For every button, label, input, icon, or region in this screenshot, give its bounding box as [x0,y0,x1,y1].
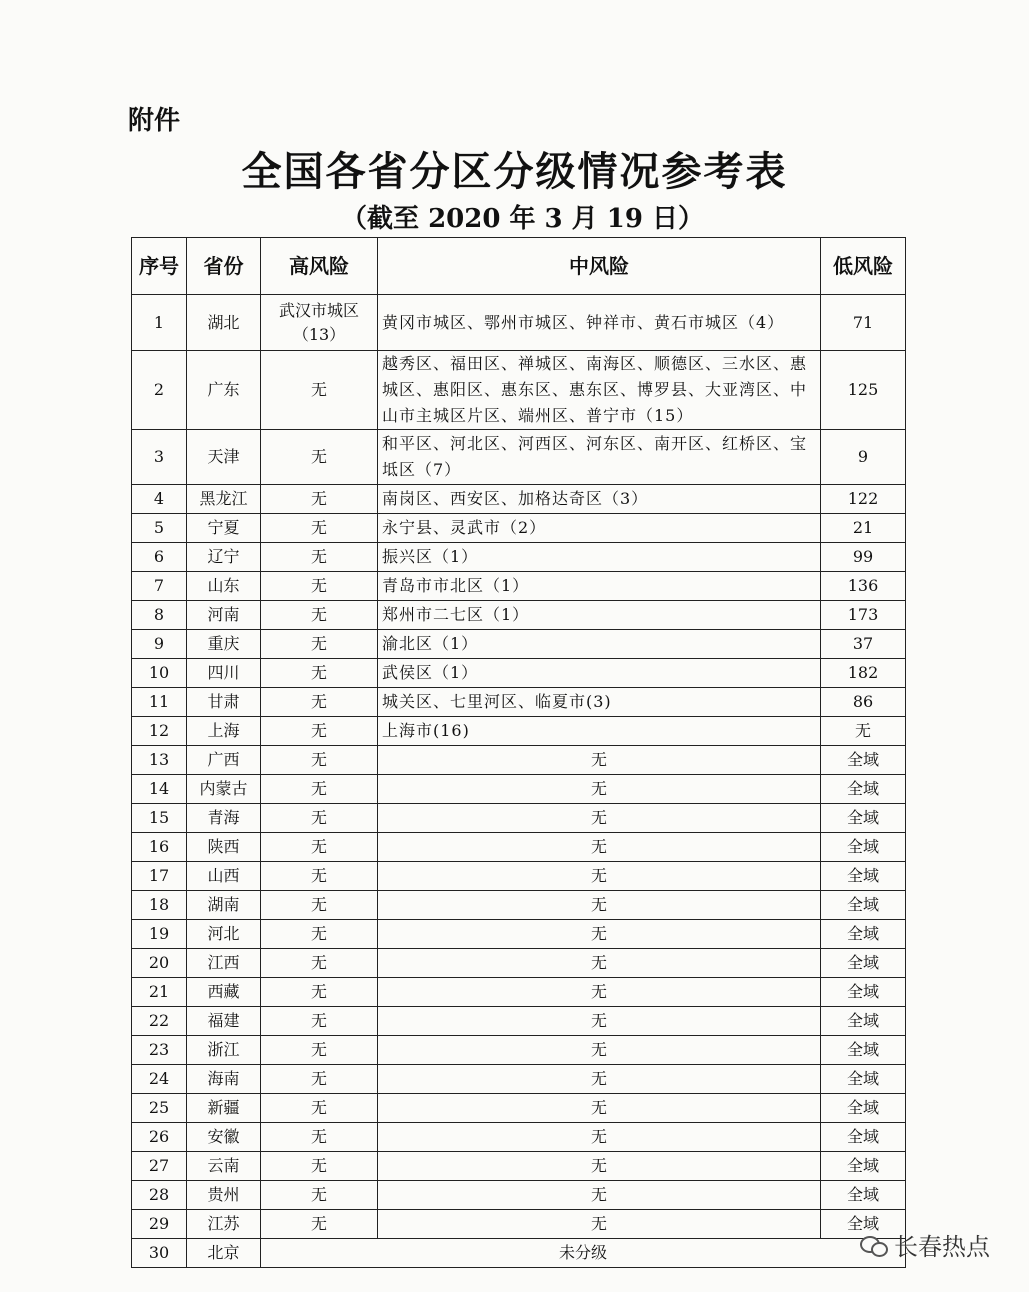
cell-high-risk: 无 [261,659,378,688]
cell-mid-risk: 渝北区（1） [378,630,821,659]
cell-mid-risk: 无 [378,949,821,978]
cell-low-risk: 86 [821,688,906,717]
table-row [132,717,906,746]
cell-mid-risk: 南岗区、西安区、加格达奇区（3） [378,485,821,514]
table-row [132,949,906,978]
cell-province: 四川 [187,659,261,688]
cell-mid-risk: 无 [378,1036,821,1065]
cell-province: 云南 [187,1152,261,1181]
cell-province: 江西 [187,949,261,978]
header-low-risk: 低风险 [821,238,906,295]
watermark [860,1227,990,1262]
wechat-icon [860,1234,888,1256]
cell-low-risk: 全域 [821,775,906,804]
cell-high-risk: 无 [261,717,378,746]
cell-low-risk: 全域 [821,1094,906,1123]
cell-no: 30 [132,1239,187,1268]
cell-province: 西藏 [187,978,261,1007]
cell-low-risk: 全域 [821,920,906,949]
cell-low-risk: 125 [821,351,906,430]
cell-high-risk: 无 [261,1210,378,1239]
table-header-row [132,238,906,295]
cell-high-risk: 无 [261,1123,378,1152]
table-row [132,514,906,543]
cell-mid-risk: 青岛市市北区（1） [378,572,821,601]
cell-province: 上海 [187,717,261,746]
cell-high-risk: 无 [261,543,378,572]
cell-province: 湖南 [187,891,261,920]
cell-no: 28 [132,1181,187,1210]
cell-mid-risk: 城关区、七里河区、临夏市(3) [378,688,821,717]
cell-low-risk: 全域 [821,949,906,978]
cell-mid-risk: 无 [378,1210,821,1239]
cell-no: 18 [132,891,187,920]
cell-province: 北京 [187,1239,261,1268]
cell-mid-risk: 振兴区（1） [378,543,821,572]
cell-low-risk: 全域 [821,1036,906,1065]
cell-mid-risk: 无 [378,891,821,920]
cell-province: 贵州 [187,1181,261,1210]
cell-province: 陕西 [187,833,261,862]
cell-no: 5 [132,514,187,543]
cell-high-risk: 无 [261,514,378,543]
table-row [132,1210,906,1239]
watermark-text: 长春热点 [894,1233,990,1261]
cell-high-risk: 无 [261,949,378,978]
table-row [132,978,906,1007]
table-row [132,1094,906,1123]
table-row [132,601,906,630]
cell-high-risk: 无 [261,1007,378,1036]
cell-mid-risk: 无 [378,1094,821,1123]
cell-province: 甘肃 [187,688,261,717]
cell-low-risk: 全域 [821,804,906,833]
cell-low-risk: 全域 [821,746,906,775]
cell-high-risk: 武汉市城区（13） [261,295,378,351]
table-row [132,1239,906,1268]
cell-high-risk: 无 [261,351,378,430]
cell-low-risk: 173 [821,601,906,630]
cell-high-risk: 无 [261,804,378,833]
cell-low-risk: 全域 [821,1181,906,1210]
cell-high-risk: 无 [261,1094,378,1123]
cell-low-risk: 全域 [821,862,906,891]
table-row [132,746,906,775]
cell-low-risk: 71 [821,295,906,351]
cell-low-risk: 9 [821,430,906,485]
page-subtitle: （截至 2020 年 3 月 19 日） [341,204,704,234]
table-row [132,1007,906,1036]
cell-low-risk: 21 [821,514,906,543]
cell-high-risk: 无 [261,688,378,717]
header-province: 省份 [187,238,261,295]
table-row [132,295,906,351]
cell-no: 20 [132,949,187,978]
cell-province: 新疆 [187,1094,261,1123]
table-row [132,775,906,804]
cell-mid-risk: 永宁县、灵武市（2） [378,514,821,543]
page-title: 全国各省分区分级情况参考表 [241,148,788,195]
table-row [132,659,906,688]
cell-province: 河北 [187,920,261,949]
cell-province: 山东 [187,572,261,601]
cell-province: 浙江 [187,1036,261,1065]
cell-low-risk: 122 [821,485,906,514]
cell-province: 江苏 [187,1210,261,1239]
cell-high-risk: 无 [261,775,378,804]
table-row [132,1152,906,1181]
cell-province: 青海 [187,804,261,833]
cell-province: 湖北 [187,295,261,351]
cell-no: 23 [132,1036,187,1065]
cell-no: 14 [132,775,187,804]
table-row [132,543,906,572]
cell-no: 17 [132,862,187,891]
table-row [132,630,906,659]
cell-mid-risk: 郑州市二七区（1） [378,601,821,630]
cell-low-risk: 全域 [821,978,906,1007]
cell-province: 广东 [187,351,261,430]
cell-province: 天津 [187,430,261,485]
cell-province: 河南 [187,601,261,630]
header-mid-risk: 中风险 [378,238,821,295]
cell-high-risk: 无 [261,572,378,601]
cell-no: 8 [132,601,187,630]
cell-province: 福建 [187,1007,261,1036]
cell-no: 1 [132,295,187,351]
cell-no: 7 [132,572,187,601]
cell-high-risk: 无 [261,978,378,1007]
cell-high-risk: 无 [261,630,378,659]
cell-no: 11 [132,688,187,717]
cell-province: 辽宁 [187,543,261,572]
attachment-label: 附件 [128,106,181,136]
cell-low-risk: 全域 [821,1210,906,1239]
table-row [132,688,906,717]
cell-province: 安徽 [187,1123,261,1152]
cell-mid-risk: 无 [378,978,821,1007]
table-row [132,920,906,949]
table-row [132,1036,906,1065]
cell-no: 6 [132,543,187,572]
cell-province: 宁夏 [187,514,261,543]
cell-no: 22 [132,1007,187,1036]
cell-mid-risk: 黄冈市城区、鄂州市城区、钟祥市、黄石市城区（4） [378,295,821,351]
cell-no: 19 [132,920,187,949]
risk-table [131,237,906,1268]
table-row [132,833,906,862]
cell-high-risk: 无 [261,1065,378,1094]
header-no: 序号 [132,238,187,295]
cell-mid-risk: 上海市(16) [378,717,821,746]
cell-low-risk: 37 [821,630,906,659]
cell-mid-risk: 无 [378,920,821,949]
cell-province: 黑龙江 [187,485,261,514]
cell-low-risk: 136 [821,572,906,601]
cell-high-risk: 无 [261,1152,378,1181]
cell-high-risk: 无 [261,430,378,485]
cell-mid-risk: 无 [378,804,821,833]
cell-high-risk: 无 [261,862,378,891]
table-row [132,1065,906,1094]
table-row [132,485,906,514]
cell-province: 山西 [187,862,261,891]
cell-mid-risk: 和平区、河北区、河西区、河东区、南开区、红桥区、宝坻区（7） [378,430,821,485]
cell-high-risk: 无 [261,746,378,775]
cell-mid-risk: 无 [378,1065,821,1094]
header-high-risk: 高风险 [261,238,378,295]
cell-mid-risk: 无 [378,775,821,804]
table-row [132,804,906,833]
cell-no: 15 [132,804,187,833]
cell-no: 2 [132,351,187,430]
table-row [132,862,906,891]
table-row [132,351,906,430]
cell-mid-risk: 无 [378,1152,821,1181]
cell-mid-risk: 无 [378,1123,821,1152]
cell-high-risk: 无 [261,1036,378,1065]
cell-no: 27 [132,1152,187,1181]
cell-mid-risk: 无 [378,862,821,891]
cell-mid-risk: 无 [378,746,821,775]
cell-no: 21 [132,978,187,1007]
table-row [132,572,906,601]
cell-low-risk: 全域 [821,1123,906,1152]
cell-no: 9 [132,630,187,659]
cell-no: 25 [132,1094,187,1123]
cell-low-risk: 无 [821,717,906,746]
cell-low-risk: 全域 [821,1152,906,1181]
cell-no: 26 [132,1123,187,1152]
cell-mid-risk: 无 [378,1007,821,1036]
cell-province: 广西 [187,746,261,775]
cell-province: 内蒙古 [187,775,261,804]
cell-low-risk: 全域 [821,1007,906,1036]
cell-no: 12 [132,717,187,746]
cell-mid-risk: 无 [378,1181,821,1210]
cell-mid-risk: 无 [378,833,821,862]
cell-unclassified: 未分级 [261,1239,906,1268]
cell-no: 16 [132,833,187,862]
cell-low-risk: 182 [821,659,906,688]
cell-high-risk: 无 [261,891,378,920]
cell-no: 29 [132,1210,187,1239]
cell-province: 海南 [187,1065,261,1094]
cell-high-risk: 无 [261,920,378,949]
cell-no: 24 [132,1065,187,1094]
cell-high-risk: 无 [261,1181,378,1210]
cell-no: 4 [132,485,187,514]
table-row [132,430,906,485]
cell-low-risk: 全域 [821,891,906,920]
cell-high-risk: 无 [261,485,378,514]
cell-low-risk: 99 [821,543,906,572]
cell-low-risk: 全域 [821,833,906,862]
table-row [132,1181,906,1210]
cell-no: 10 [132,659,187,688]
cell-no: 13 [132,746,187,775]
cell-mid-risk: 武侯区（1） [378,659,821,688]
cell-low-risk: 全域 [821,1065,906,1094]
cell-high-risk: 无 [261,833,378,862]
cell-province: 重庆 [187,630,261,659]
cell-no: 3 [132,430,187,485]
cell-high-risk: 无 [261,601,378,630]
table-row [132,1123,906,1152]
table-row [132,891,906,920]
cell-mid-risk: 越秀区、福田区、禅城区、南海区、顺德区、三水区、惠城区、惠阳区、惠东区、惠东区、博罗县、大亚湾区、中山市主城区片区、端州区、普宁市（15） [378,351,821,430]
